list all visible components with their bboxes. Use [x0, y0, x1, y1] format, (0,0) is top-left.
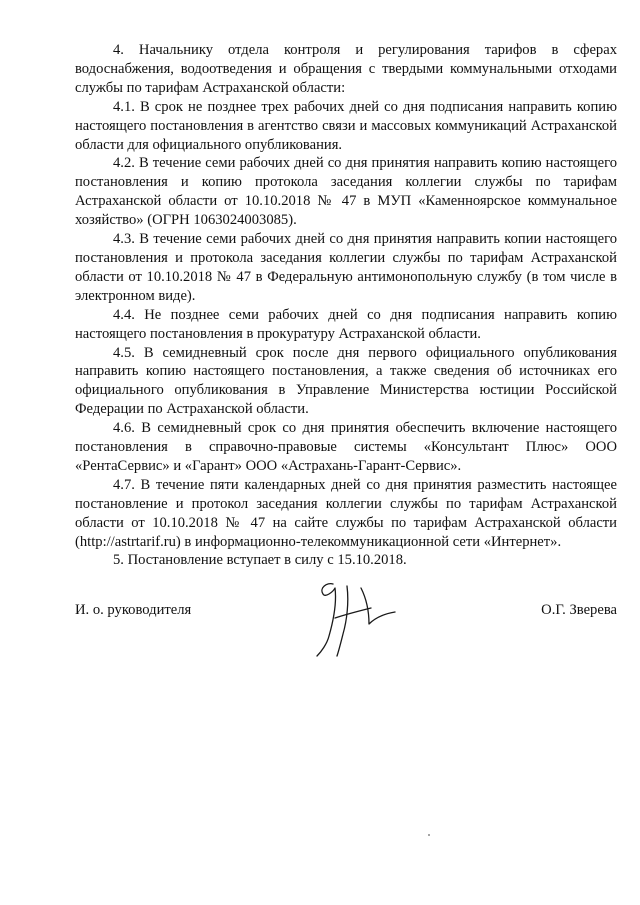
document-body [75, 41, 617, 570]
paragraph-4: 4. Начальнику отдела контроля и регулирования тарифов в сферах водоснабжения, водоотведения и обращения с твердыми коммунальными отходами службы по тарифам Астраханской области: [75, 42, 617, 96]
paragraph-4-7: 4.7. В течение пяти календарных дней со дня принятия разместить настоящее постановление и протокол заседания коллегии службы по тарифам Астраханской области от 10.10.2018 № 47 на сайте службы по тарифам Астраханской области (http://astrtarif.ru) в информационно-телекоммуникационной сети «Интернет». [75, 476, 617, 550]
paragraph-5: 5. Постановление вступает в силу с 15.10.2018. [113, 552, 407, 569]
signatory-name: О.Г. Зверева [541, 602, 617, 618]
paragraph-4-4: 4.4. Не позднее семи рабочих дней со дня подписания направить копию настоящего постановления в прокуратуру Астраханской области. [75, 306, 617, 342]
paragraph-4-6: 4.6. В семидневный срок со дня принятия обеспечить включение настоящего постановления в справочно-правовые системы «Консультант Плюс» ООО «РентаСервис» и «Гарант» ООО «Астрахань-Гарант-Сервис». [75, 420, 617, 474]
signatory-title: И. о. руководителя [75, 602, 192, 618]
scan-speck [428, 834, 430, 836]
handwritten-signature [313, 578, 399, 662]
paragraph-4-1: 4.1. В срок не позднее трех рабочих дней со дня подписания направить копию настоящего постановления в агентство связи и массовых коммуникаций Астраханской области для официального опубликования. [75, 98, 617, 153]
paragraph-4-2: 4.2. В течение семи рабочих дней со дня принятия направить копию настоящего постановления и копию протокола заседания коллегии службы по тарифам Астраханской области от 10.10.2018 № 47 в МУП «Каменноярское коммунальное хозяйство» (ОГРН 1063024003085). [75, 155, 617, 229]
signature-block [75, 602, 617, 692]
paragraph-4-5: 4.5. В семидневный срок после дня первого официального опубликования направить копию настоящего постановления, а также сведения об источниках его официального опубликования в Управление Министерства юстиции Российской Федерации по Астраханской области. [75, 344, 617, 418]
paragraph-4-3: 4.3. В течение семи рабочих дней со дня принятия направить копии настоящего постановления и протокола заседания коллегии службы по тарифам Астраханской области от 10.10.2018 № 47 в Федеральную антимонопольную службу (в том числе в электронном виде). [75, 231, 617, 304]
